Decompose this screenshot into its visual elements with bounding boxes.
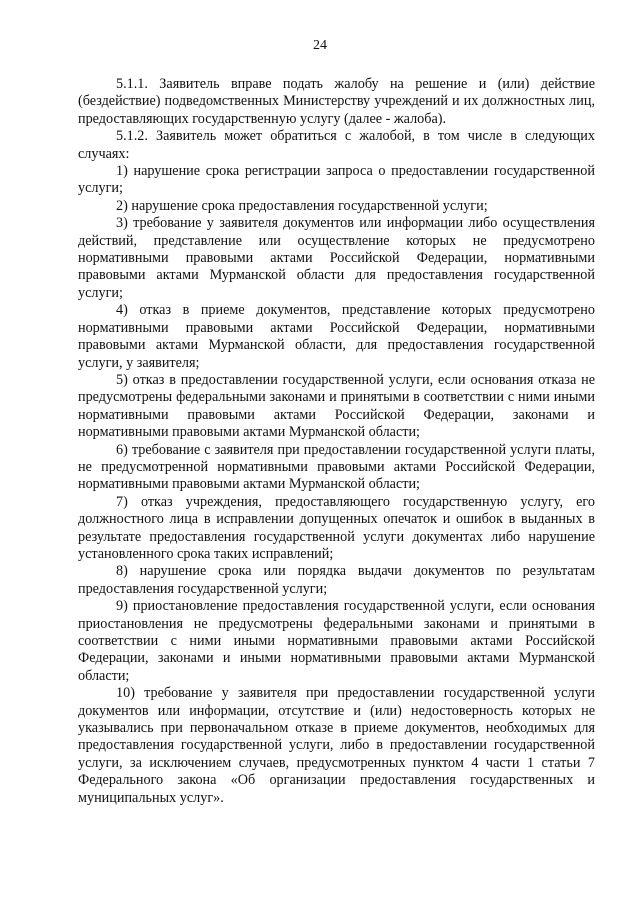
list-item-10: 10) требование у заявителя при предоставлении государственной услуги документов или информации, отсутствие и (или) недостоверность которых не указывались при первоначальном отказе в приеме документов, необходимых для предоставления государственной услуги, либо в предоставлении государственной услуги, за исключением случаев, предусмотренных пунктом 4 части 1 статьи 7 Федерального закона «Об организации предоставления государственных и муниципальных услуг».	[78, 685, 595, 806]
list-item-6: 6) требование с заявителя при предоставлении государственной услуги платы, не предусмотренной нормативными правовыми актами Российской Федерации, нормативными правовыми актами Мурманской области;	[78, 441, 595, 493]
paragraph-5-1-2: 5.1.2. Заявитель может обратиться с жалобой, в том числе в следующих случаях:	[78, 128, 595, 162]
list-item-3: 3) требование у заявителя документов или информации либо осуществления действий, представление или осуществление которых не предусмотрено нормативными правовыми актами Российской Федерации, нормативными правовыми актами Мурманской области для предоставления государственной услуги;	[78, 215, 595, 301]
list-item-8: 8) нарушение срока или порядка выдачи документов по результатам предоставления государственной услуги;	[78, 563, 595, 597]
list-item-9: 9) приостановление предоставления государственной услуги, если основания приостановления не предусмотрены федеральными законами и принятыми в соответствии с ними иными нормативными правовыми актами Российской Федерации, законами и иными нормативными правовыми актами Мурманской области;	[78, 598, 595, 684]
list-item-2: 2) нарушение срока предоставления государственной услуги;	[116, 197, 488, 214]
list-item-7: 7) отказ учреждения, предоставляющего государственную услугу, его должностного лица в исправлении допущенных опечаток и ошибок в выданных в результате предоставления государственной услуги документах либо нарушение установленного срока таких исправлений;	[78, 493, 595, 562]
paragraph-5-1-1: 5.1.1. Заявитель вправе подать жалобу на решение и (или) действие (бездействие) подведомственных Министерству учреждений и их должностных лиц, предоставляющих государственную услугу (далее - жалоба).	[78, 76, 595, 127]
page-number: 24	[313, 38, 327, 53]
list-item-5: 5) отказ в предоставлении государственной услуги, если основания отказа не предусмотрены федеральными законами и принятыми в соответствии с ними иными нормативными правовыми актами Российской Федерации, законами и нормативными правовыми актами Мурманской области;	[78, 371, 595, 441]
document-body	[78, 76, 595, 807]
list-item-1: 1) нарушение срока регистрации запроса о предоставлении государственной услуги;	[78, 163, 595, 197]
list-item-4: 4) отказ в приеме документов, представление которых предусмотрено нормативными правовыми актами Российской Федерации, нормативными правовыми актами Мурманской области, для предоставления государственной услуги, у заявителя;	[78, 302, 595, 371]
